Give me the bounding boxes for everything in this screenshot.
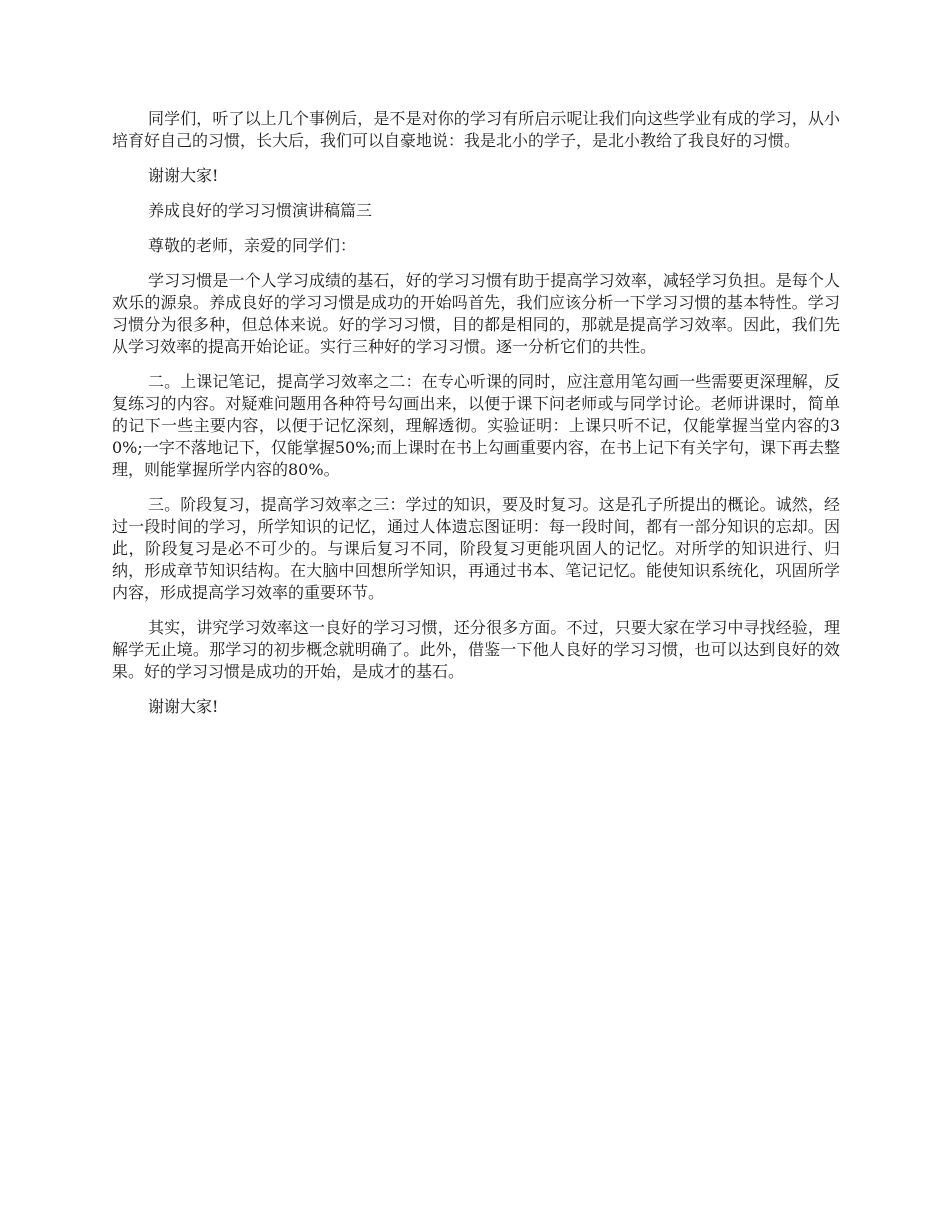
paragraph-note-taking: 二。上课记笔记，提高学习效率之二：在专心听课的同时，应注意用笔勾画一些需要更深理解，反复练习的内容。对疑难问题用各种符号勾画出来，以便于课下问老师或与同学讨论。老师讲课时，简单的记下一些主要内容，以便于记忆深刻，理解透彻。实验证明：上课只听不记，仅能掌握当堂内容的30%;一字不落地记下，仅能掌握50%;而上课时在书上勾画重要内容，在书上记下有关字句，课下再去整理，则能掌握所学内容的80%。	[112, 372, 840, 479]
paragraph-habits-intro: 学习习惯是一个人学习成绩的基石，好的学习习惯有助于提高学习效率，减轻学习负担。是每个人欢乐的源泉。养成良好的学习习惯是成功的开始吗首先，我们应该分析一下学习习惯的基本特性。学习习惯分为很多种，但总体来说。好的学习习惯，目的都是相同的，那就是提高学习效率。因此，我们先从学习效率的提高开始论证。实行三种好的学习习惯。逐一分析它们的共性。	[112, 271, 840, 356]
section-title: 养成良好的学习习惯演讲稿篇三	[148, 201, 373, 220]
paragraph-thanks-final: 谢谢大家!	[148, 697, 219, 716]
salutation: 尊敬的老师，亲爱的同学们：	[148, 236, 357, 255]
paragraph-stage-review: 三。阶段复习，提高学习效率之三：学过的知识，要及时复习。这是孔子所提出的概论。诚然，经过一段时间的学习，所学知识的记忆，通过人体遗忘图证明：每一段时间，都有一部分知识的忘却。因此，阶段复习是必不可少的。与课后复习不同，阶段复习更能巩固人的记忆。对所学的知识进行、归纳，形成章节知识结构。在大脑中回想所学知识，再通过书本、笔记记忆。能使知识系统化，巩固所学内容，形成提高学习效率的重要环节。	[112, 495, 840, 602]
paragraph-intro-closing: 同学们，听了以上几个事例后，是不是对你的学习有所启示呢让我们向这些学业有成的学习，从小培育好自己的习惯，长大后，我们可以自豪地说：我是北小的学子，是北小教给了我良好的习惯。	[112, 109, 840, 150]
paragraph-thanks-first: 谢谢大家!	[148, 166, 219, 185]
paragraph-conclusion: 其实，讲究学习效率这一良好的学习习惯，还分很多方面。不过，只要大家在学习中寻找经验，理解学无止境。那学习的初步概念就明确了。此外，借鉴一下他人良好的学习习惯，也可以达到良好的效果。好的学习习惯是成功的开始，是成才的基石。	[112, 618, 840, 681]
document-body	[112, 108, 840, 731]
